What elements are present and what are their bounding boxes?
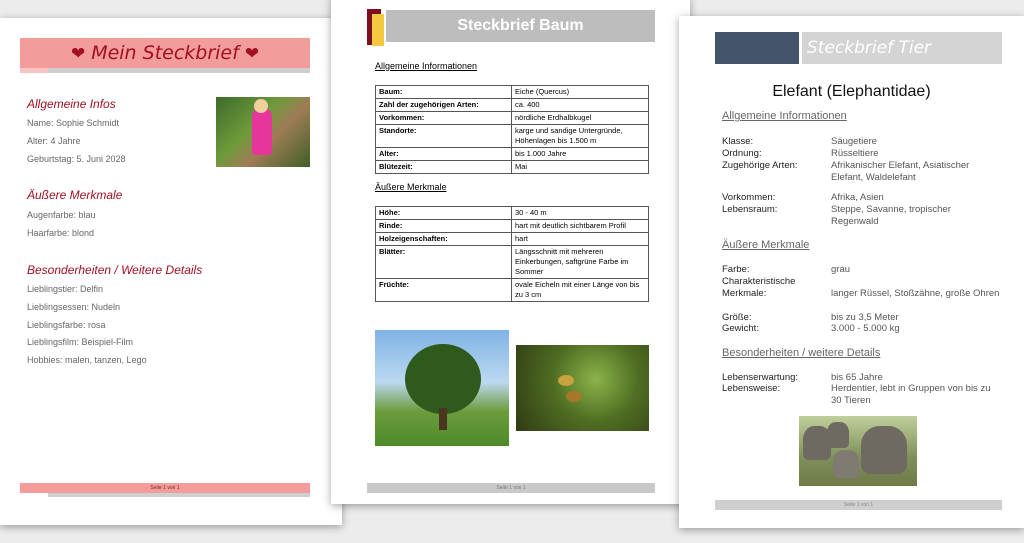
tree-profile-title: Steckbrief Baum bbox=[386, 10, 655, 42]
info-key: Größe: bbox=[722, 312, 752, 323]
info-line: Lieblingstier: Delfin bbox=[27, 284, 104, 294]
info-key: Lebensweise: bbox=[722, 383, 781, 394]
kid-profile-header bbox=[20, 38, 310, 68]
table-value: hart mit deutlich sichtbarem Profil bbox=[512, 220, 649, 233]
info-line: Lieblingsfarbe: rosa bbox=[27, 320, 106, 330]
info-key: Charakteristische Merkmale: bbox=[722, 276, 796, 299]
section-heading: Allgemeine Informationen bbox=[375, 61, 478, 71]
section-heading: Allgemeine Infos bbox=[27, 97, 116, 111]
header-underline-accent bbox=[20, 68, 48, 73]
info-key: Farbe: bbox=[722, 264, 750, 275]
acorn bbox=[558, 375, 574, 386]
table-key: Holzeigenschaften: bbox=[376, 233, 512, 246]
table-row bbox=[376, 125, 649, 148]
info-key: Lebensraum: bbox=[722, 204, 778, 215]
page-kid-profile bbox=[0, 18, 342, 525]
info-value: Afrika, Asien bbox=[831, 192, 884, 203]
table-row bbox=[376, 246, 649, 279]
section-heading: Äußere Merkmale bbox=[722, 239, 810, 251]
section-heading: Allgemeine Informationen bbox=[722, 110, 847, 122]
info-value: langer Rüssel, Stoßzähne, große Ohren bbox=[831, 288, 1000, 299]
table-value: Mai bbox=[512, 161, 649, 174]
table-key: Rinde: bbox=[376, 220, 512, 233]
info-value: Rüsseltiere bbox=[831, 148, 879, 159]
table-row bbox=[376, 148, 649, 161]
info-value: grau bbox=[831, 264, 851, 275]
info-key: Klasse: bbox=[722, 136, 754, 147]
table-key: Blütezeit: bbox=[376, 161, 512, 174]
kid-profile-title: Mein Steckbrief bbox=[91, 42, 239, 64]
table-key: Standorte: bbox=[376, 125, 512, 148]
table-row bbox=[376, 220, 649, 233]
info-line: Lieblingsfilm: Beispiel-Film bbox=[27, 337, 134, 347]
heart-icon: ❤ bbox=[244, 44, 260, 64]
table-key: Blätter: bbox=[376, 246, 512, 279]
table-key: Zahl der zugehörigen Arten: bbox=[376, 99, 512, 112]
child-photo bbox=[216, 97, 310, 167]
info-key: Lebenserwartung: bbox=[722, 372, 799, 383]
page-tree-profile bbox=[331, 0, 690, 504]
page-animal-profile bbox=[679, 16, 1024, 528]
table-value: ovale Eicheln mit einer Länge von bis zu 3 cm bbox=[512, 279, 649, 302]
info-key: Vorkommen: bbox=[722, 192, 776, 203]
section-heading: Äußere Merkmale bbox=[27, 188, 123, 202]
table-key: Alter: bbox=[376, 148, 512, 161]
info-line: Name: Sophie Schmidt bbox=[27, 118, 120, 128]
info-value: Afrikanischer Elefant, Asiatischer Elefant, Waldelefant bbox=[831, 160, 970, 183]
section-heading: Äußere Merkmale bbox=[375, 182, 447, 192]
info-table-general bbox=[375, 85, 649, 174]
header-underline bbox=[48, 68, 310, 73]
table-value: ca. 400 bbox=[512, 99, 649, 112]
table-value: karge und sandige Untergründe, Höhenlagen bis 1.500 m bbox=[512, 125, 649, 148]
table-row bbox=[376, 99, 649, 112]
info-value: bis 65 Jahre bbox=[831, 372, 883, 383]
info-line: Alter: 4 Jahre bbox=[27, 136, 81, 146]
info-table-appearance bbox=[375, 206, 649, 302]
table-key: Früchte: bbox=[376, 279, 512, 302]
animal-profile-title: Steckbrief Tier bbox=[802, 32, 1002, 64]
elephant-shape bbox=[827, 422, 849, 448]
table-key: Vorkommen: bbox=[376, 112, 512, 125]
info-value: Säugetiere bbox=[831, 136, 877, 147]
acorn-photo bbox=[516, 345, 649, 431]
tree-trunk bbox=[439, 408, 447, 430]
table-value: Eiche (Quercus) bbox=[512, 86, 649, 99]
table-row bbox=[376, 207, 649, 220]
elephant-photo bbox=[799, 416, 917, 486]
animal-name: Elefant (Elephantidae) bbox=[772, 83, 931, 100]
table-value: Längsschnitt mit mehreren Einkerbungen, saftgrüne Farbe im Sommer bbox=[512, 246, 649, 279]
info-value: 3.000 - 5.000 kg bbox=[831, 323, 900, 334]
heart-icon: ❤ bbox=[70, 44, 86, 64]
page-footer: Seite 1 von 1 bbox=[20, 483, 310, 493]
info-line: Augenfarbe: blau bbox=[27, 210, 96, 220]
acorn bbox=[566, 391, 582, 402]
header-accent-yellow bbox=[372, 14, 384, 46]
elephant-shape bbox=[833, 450, 859, 478]
page-footer: Seite 1 von 1 bbox=[715, 500, 1002, 510]
section-heading: Besonderheiten / Weitere Details bbox=[27, 263, 203, 277]
table-row bbox=[376, 112, 649, 125]
table-value: hart bbox=[512, 233, 649, 246]
info-line: Hobbies: malen, tanzen, Lego bbox=[27, 355, 147, 365]
table-value: bis 1.000 Jahre bbox=[512, 148, 649, 161]
info-key: Gewicht: bbox=[722, 323, 759, 334]
info-value: Herdentier, lebt in Gruppen von bis zu 30 Tieren bbox=[831, 383, 991, 406]
info-line: Geburtstag: 5. Juni 2028 bbox=[27, 154, 126, 164]
table-row bbox=[376, 279, 649, 302]
table-row bbox=[376, 86, 649, 99]
elephant-shape bbox=[861, 426, 907, 474]
table-key: Höhe: bbox=[376, 207, 512, 220]
table-value: nördliche Erdhalbkugel bbox=[512, 112, 649, 125]
table-row bbox=[376, 233, 649, 246]
girl-head bbox=[254, 99, 268, 113]
info-line: Haarfarbe: blond bbox=[27, 228, 95, 238]
table-row bbox=[376, 161, 649, 174]
footer-underline bbox=[48, 493, 310, 497]
info-value: bis zu 3,5 Meter bbox=[831, 312, 899, 323]
girl-figure bbox=[252, 107, 272, 155]
info-line: Lieblingsessen: Nudeln bbox=[27, 302, 121, 312]
oak-tree-photo bbox=[375, 330, 509, 446]
table-key: Baum: bbox=[376, 86, 512, 99]
tree-crown bbox=[405, 344, 481, 414]
page-footer: Seite 1 von 1 bbox=[367, 483, 655, 493]
header-accent-box bbox=[715, 32, 799, 64]
section-heading: Besonderheiten / weitere Details bbox=[722, 347, 881, 359]
info-key: Ordnung: bbox=[722, 148, 762, 159]
info-key: Zugehörige Arten: bbox=[722, 160, 798, 171]
info-value: Steppe, Savanne, tropischer Regenwald bbox=[831, 204, 951, 227]
table-value: 30 - 40 m bbox=[512, 207, 649, 220]
